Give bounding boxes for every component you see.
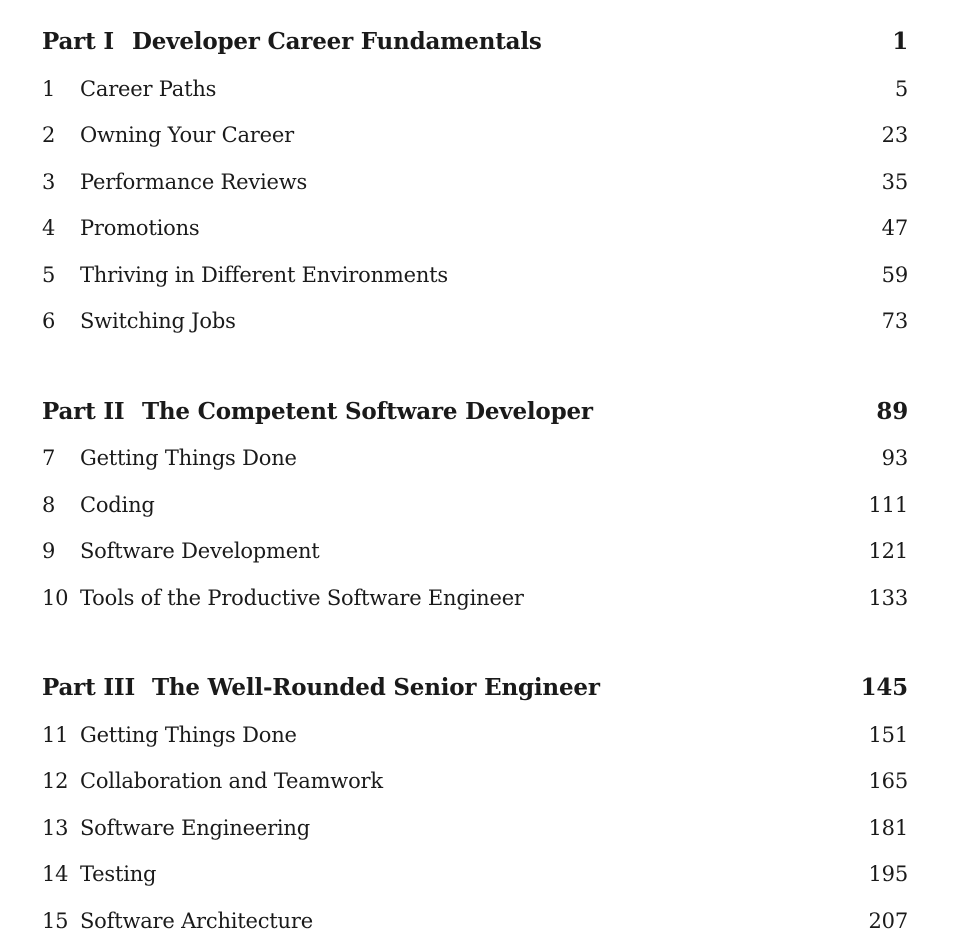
- chapter-title: Thriving in Different Environments: [80, 263, 448, 287]
- chapter-title: Owning Your Career: [80, 123, 294, 147]
- part-label: Part I: [42, 28, 114, 55]
- chapter-number: 1: [42, 77, 56, 101]
- chapter-title: Software Architecture: [80, 909, 313, 933]
- part-heading[interactable]: [42, 26, 908, 58]
- part-label: Part III: [42, 674, 136, 701]
- chapter-entry[interactable]: [42, 858, 908, 890]
- chapter-title: Career Paths: [80, 77, 217, 101]
- chapter-page-number: 111: [868, 493, 908, 517]
- chapter-number: 8: [42, 493, 56, 517]
- part-label: Part II: [42, 398, 125, 425]
- chapter-page-number: 23: [881, 123, 908, 147]
- chapter-title: Coding: [80, 493, 155, 517]
- chapter-title: Getting Things Done: [80, 446, 297, 470]
- chapter-page-number: 181: [868, 816, 908, 840]
- chapter-page-number: 93: [881, 446, 908, 470]
- part-title: The Well-Rounded Senior Engineer: [152, 674, 600, 701]
- chapter-title: Switching Jobs: [80, 309, 236, 333]
- chapter-title: Promotions: [80, 216, 200, 240]
- chapter-page-number: 151: [868, 723, 908, 747]
- chapter-entry[interactable]: [42, 442, 908, 474]
- chapter-number: 11: [42, 723, 69, 747]
- chapter-page-number: 207: [868, 909, 908, 933]
- chapter-page-number: 73: [881, 309, 908, 333]
- chapter-entry[interactable]: [42, 259, 908, 291]
- chapter-page-number: 47: [881, 216, 908, 240]
- chapter-number: 7: [42, 446, 56, 470]
- chapter-title: Getting Things Done: [80, 723, 297, 747]
- chapter-title: Performance Reviews: [80, 170, 308, 194]
- chapter-entry[interactable]: [42, 73, 908, 105]
- chapter-title: Software Engineering: [80, 816, 310, 840]
- part-page-number: 145: [860, 674, 908, 701]
- chapter-number: 12: [42, 769, 69, 793]
- part-heading[interactable]: [42, 672, 908, 704]
- chapter-page-number: 35: [881, 170, 908, 194]
- chapter-entry[interactable]: [42, 535, 908, 567]
- chapter-page-number: 121: [868, 539, 908, 563]
- chapter-page-number: 195: [868, 862, 908, 886]
- chapter-entry[interactable]: [42, 166, 908, 198]
- chapter-number: 6: [42, 309, 56, 333]
- chapter-number: 9: [42, 539, 56, 563]
- chapter-entry[interactable]: [42, 305, 908, 337]
- chapter-entry[interactable]: [42, 489, 908, 521]
- chapter-page-number: 59: [881, 263, 908, 287]
- part-page-number: 1: [892, 28, 908, 55]
- chapter-page-number: 165: [868, 769, 908, 793]
- chapter-title: Software Development: [80, 539, 320, 563]
- chapter-number: 5: [42, 263, 56, 287]
- chapter-title: Testing: [80, 862, 157, 886]
- part-heading[interactable]: [42, 396, 908, 428]
- chapter-entry[interactable]: [42, 119, 908, 151]
- chapter-number: 15: [42, 909, 69, 933]
- chapter-number: 2: [42, 123, 56, 147]
- part-page-number: 89: [876, 398, 908, 425]
- chapter-page-number: 5: [894, 77, 908, 101]
- chapter-entry[interactable]: [42, 905, 908, 937]
- chapter-number: 14: [42, 862, 69, 886]
- chapter-title: Collaboration and Teamwork: [80, 769, 383, 793]
- chapter-entry[interactable]: [42, 719, 908, 751]
- chapter-entry[interactable]: [42, 212, 908, 244]
- chapter-number: 4: [42, 216, 56, 240]
- part-title: Developer Career Fundamentals: [132, 28, 542, 55]
- chapter-page-number: 133: [868, 586, 908, 610]
- part-title: The Competent Software Developer: [142, 398, 593, 425]
- chapter-number: 10: [42, 586, 69, 610]
- chapter-title: Tools of the Productive Software Engineer: [80, 586, 524, 610]
- chapter-number: 3: [42, 170, 56, 194]
- chapter-entry[interactable]: [42, 582, 908, 614]
- chapter-entry[interactable]: [42, 812, 908, 844]
- chapter-number: 13: [42, 816, 69, 840]
- chapter-entry[interactable]: [42, 765, 908, 797]
